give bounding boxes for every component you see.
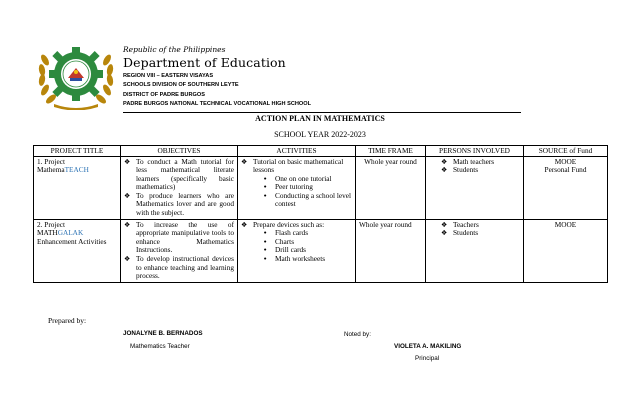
time-frame-cell: Whole year round	[356, 219, 426, 282]
document-title: ACTION PLAN IN MATHEMATICS	[255, 114, 385, 123]
person-item: ❖ Math teachers	[441, 158, 520, 167]
prepared-by-label: Prepared by:	[48, 316, 87, 325]
column-header: PERSONS INVOLVED	[426, 146, 524, 157]
school-year: SCHOOL YEAR 2022-2023	[274, 130, 366, 139]
objective-item: ❖ To conduct a Math tutorial for less mathematical literate learners (specifically basic mathematics)	[124, 158, 234, 192]
division-line: SCHOOLS DIVISION OF SOUTHERN LEYTE	[123, 82, 239, 89]
project-name-accent: GALAK	[57, 228, 84, 238]
activity-subitem: • Peer tutoring	[263, 183, 352, 192]
activities-cell	[238, 156, 356, 219]
header-divider	[123, 112, 521, 113]
activity-subitem: • Conducting a school level contest	[263, 192, 352, 209]
objective-item: ❖ To develop instructional devices to enhance teaching and learning process.	[124, 255, 234, 281]
project-subtitle: Enhancement Activities	[37, 236, 107, 246]
fund-item: Personal Fund	[544, 165, 587, 175]
fund-item: MOOE	[554, 219, 577, 229]
district-line: DISTRICT OF PADRE BURGOS	[123, 91, 205, 98]
project-title-cell	[34, 156, 121, 219]
activity-subitem: • One on one tutorial	[263, 175, 352, 184]
objectives-cell	[121, 219, 238, 282]
school-line: PADRE BURGOS NATIONAL TECHNICAL VOCATIONAL HIGH SCHOOL	[123, 101, 312, 108]
noted-by-label: Noted by:	[344, 331, 371, 338]
preparer-title: Mathematics Teacher	[130, 343, 190, 350]
project-number: 2. Project	[37, 219, 65, 229]
time-frame-cell: Whole year round	[356, 156, 426, 219]
table-row	[34, 156, 608, 219]
objectives-cell	[121, 156, 238, 219]
person-item: ❖ Students	[441, 229, 520, 238]
fund-item: MOOE	[554, 156, 577, 166]
noter-title: Principal	[415, 355, 440, 362]
project-name	[37, 166, 117, 175]
activity-main: ❖ Prepare devices such as:	[253, 219, 325, 229]
deped-seal-logo	[36, 42, 116, 110]
activity-subitem: • Drill cards	[263, 246, 352, 255]
activity-item	[241, 158, 352, 175]
activity-main: ❖ Tutorial on basic mathematical lessons	[253, 156, 344, 175]
column-header: ACTIVITIES	[238, 146, 356, 157]
persons-cell	[426, 156, 524, 219]
letterhead	[123, 45, 311, 108]
project-name-part: Mathema	[37, 165, 65, 175]
noter-name: VIOLETA A. MAKILING	[394, 343, 462, 350]
column-header: PROJECT TITLE	[34, 146, 121, 157]
project-number: 1. Project	[37, 156, 65, 166]
column-header: SOURCE of Fund	[524, 146, 608, 157]
objective-item: ❖ To produce learners who are Mathematics lover and are good with the subject.	[124, 192, 234, 218]
person-item: ❖ Teachers	[441, 221, 520, 230]
activity-subitem: • Charts	[263, 238, 352, 247]
activities-cell	[238, 219, 356, 282]
column-header: TIME FRAME	[356, 146, 426, 157]
fund-cell	[524, 156, 608, 219]
project-name-part: MATH	[37, 228, 58, 238]
project-title-cell	[34, 219, 121, 282]
objective-item: ❖ To increase the use of appropriate manipulative tools to enhance Mathematics Instructions.	[124, 221, 234, 255]
project-name-accent: TEACH	[64, 165, 89, 175]
action-plan-table	[33, 145, 608, 283]
preparer-name: JONALYNE B. BERNADOS	[123, 330, 203, 337]
fund-cell	[524, 219, 608, 282]
person-item: ❖ Students	[441, 166, 520, 175]
department-name: Department of Education	[123, 55, 286, 70]
republic-line: Republic of the Philippines	[123, 45, 226, 54]
activity-subitem: • Flash cards	[263, 229, 352, 238]
table-row	[34, 219, 608, 282]
activity-subitem: • Math worksheets	[263, 255, 352, 264]
region-line: REGION VIII – EASTERN VISAYAS	[123, 73, 214, 79]
table-header-row	[34, 146, 608, 157]
persons-cell	[426, 219, 524, 282]
column-header: OBJECTIVES	[121, 146, 238, 157]
